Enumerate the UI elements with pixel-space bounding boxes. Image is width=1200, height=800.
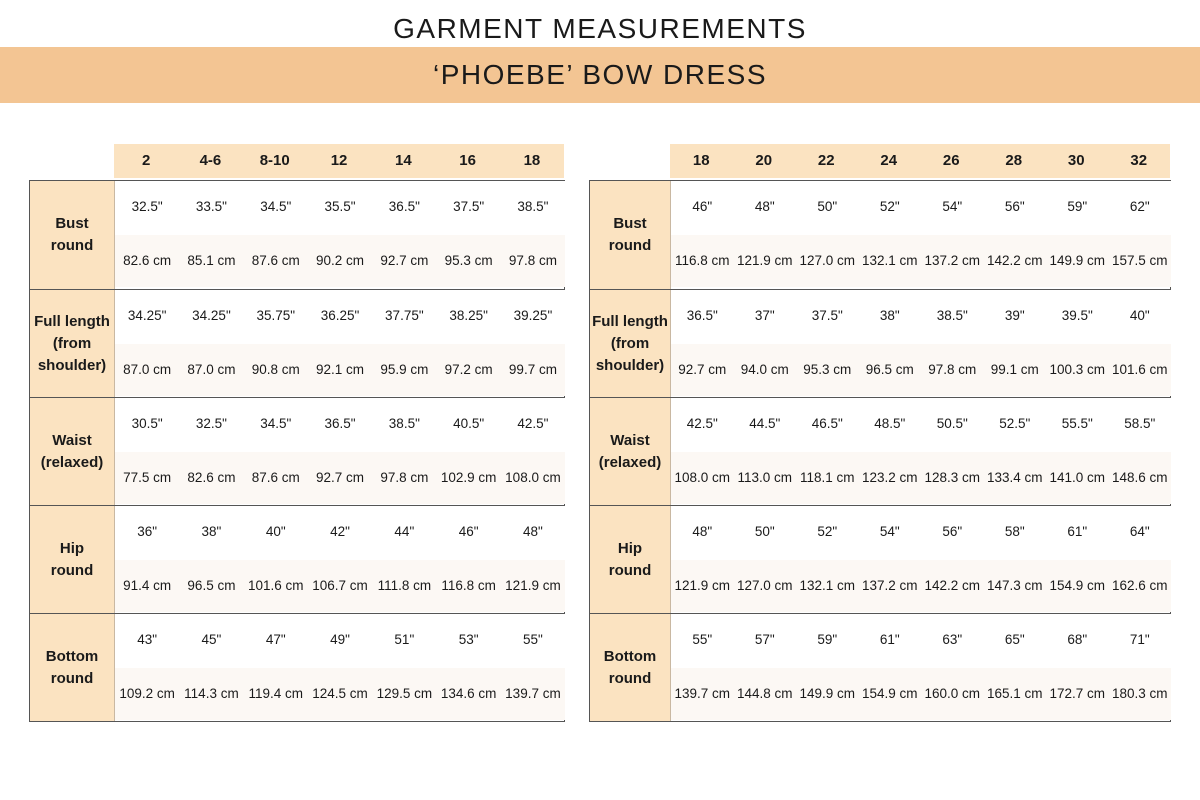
inch-value: 40.5" xyxy=(453,416,485,431)
inch-value: 36.25" xyxy=(320,308,360,323)
cm-value: 141.0 cm xyxy=(1049,470,1106,485)
product-name-banner xyxy=(0,47,1200,103)
cm-value: 102.9 cm xyxy=(440,470,497,485)
measurement-label: Bottom round xyxy=(30,614,115,721)
cm-value: 95.3 cm xyxy=(803,362,852,377)
table-body xyxy=(589,180,1171,722)
inch-value: 48.5" xyxy=(874,416,906,431)
inch-value: 68" xyxy=(1067,632,1088,647)
measurement-group xyxy=(590,289,1170,397)
measurement-group xyxy=(30,289,564,397)
inch-value: 35.75" xyxy=(256,308,296,323)
measurement-label: Hip round xyxy=(590,506,671,613)
cm-value: 160.0 cm xyxy=(924,686,981,701)
inches-row xyxy=(671,398,1171,452)
size-header-row xyxy=(114,144,564,178)
inch-value: 40" xyxy=(265,524,286,539)
inch-value: 62" xyxy=(1129,199,1150,214)
inches-row xyxy=(115,398,565,452)
inch-value: 30.5" xyxy=(131,416,163,431)
measurement-label: Full length (from shoulder) xyxy=(30,290,115,397)
cm-value: 87.0 cm xyxy=(187,362,236,377)
inch-value: 38.5" xyxy=(936,308,968,323)
cm-value: 162.6 cm xyxy=(1111,578,1168,593)
cm-value: 101.6 cm xyxy=(1111,362,1168,377)
cm-value: 139.7 cm xyxy=(674,686,731,701)
cm-row xyxy=(671,560,1171,612)
cm-value: 85.1 cm xyxy=(187,253,236,268)
cm-row xyxy=(671,668,1171,720)
size-header: 28 xyxy=(1005,152,1023,169)
cm-value: 137.2 cm xyxy=(861,578,918,593)
inch-value: 34.25" xyxy=(192,308,231,323)
cm-value: 87.6 cm xyxy=(251,470,300,485)
inch-value: 56" xyxy=(1004,199,1025,214)
inch-value: 36.5" xyxy=(324,416,356,431)
inch-value: 42" xyxy=(330,524,350,539)
inch-value: 55" xyxy=(523,632,543,647)
inches-row xyxy=(115,290,565,344)
cm-value: 133.4 cm xyxy=(986,470,1043,485)
inch-value: 55" xyxy=(692,632,713,647)
inch-value: 38" xyxy=(201,524,222,539)
inch-value: 37.5" xyxy=(811,308,843,323)
cm-value: 109.2 cm xyxy=(119,686,175,701)
measurement-label: Bust round xyxy=(30,181,115,289)
cm-value: 154.9 cm xyxy=(1049,578,1106,593)
measurement-label: Waist (relaxed) xyxy=(30,398,115,505)
cm-value: 116.8 cm xyxy=(674,253,730,268)
cm-value: 97.8 cm xyxy=(380,470,429,485)
inch-value: 40" xyxy=(1129,308,1150,323)
size-header: 32 xyxy=(1130,152,1148,169)
cm-value: 90.2 cm xyxy=(316,253,365,268)
cm-value: 149.9 cm xyxy=(1049,253,1106,268)
cm-value: 132.1 cm xyxy=(799,578,856,593)
inch-value: 38.25" xyxy=(449,308,488,323)
cm-value: 157.5 cm xyxy=(1111,253,1168,268)
inch-value: 38" xyxy=(879,308,900,323)
inch-value: 45" xyxy=(201,632,222,647)
inch-value: 39.5" xyxy=(1061,308,1093,323)
cm-value: 165.1 cm xyxy=(986,686,1043,701)
measurement-label: Bust round xyxy=(590,181,671,289)
inches-row xyxy=(115,181,565,235)
inch-value: 54" xyxy=(942,199,963,214)
inch-value: 48" xyxy=(692,524,713,539)
cm-value: 100.3 cm xyxy=(1049,362,1106,377)
inch-value: 53" xyxy=(458,632,479,647)
size-header: 8-10 xyxy=(259,152,290,169)
cm-value: 111.8 cm xyxy=(377,578,432,593)
product-name: ‘PHOEBE’ BOW DRESS xyxy=(432,59,767,90)
cm-row xyxy=(115,235,565,287)
inch-value: 64" xyxy=(1129,524,1150,539)
cm-value: 137.2 cm xyxy=(924,253,981,268)
cm-value: 116.8 cm xyxy=(441,578,496,593)
inch-value: 36.5" xyxy=(686,308,718,323)
cm-value: 123.2 cm xyxy=(861,470,918,485)
inch-value: 59" xyxy=(1067,199,1088,214)
measurement-label: Waist (relaxed) xyxy=(590,398,671,505)
inches-row xyxy=(115,614,565,668)
inch-value: 32.5" xyxy=(131,199,163,214)
cm-value: 113.0 cm xyxy=(737,470,793,485)
inch-value: 50" xyxy=(754,524,775,539)
inch-value: 46" xyxy=(458,524,479,539)
cm-value: 154.9 cm xyxy=(861,686,918,701)
measurement-label: Bottom round xyxy=(590,614,671,721)
inch-value: 44.5" xyxy=(749,416,781,431)
cm-row xyxy=(671,452,1171,504)
cm-value: 96.5 cm xyxy=(187,578,236,593)
inch-value: 63" xyxy=(942,632,963,647)
cm-value: 127.0 cm xyxy=(736,578,793,593)
inch-value: 43" xyxy=(137,632,158,647)
cm-value: 139.7 cm xyxy=(505,686,561,701)
measurement-group xyxy=(590,613,1170,721)
cm-value: 129.5 cm xyxy=(376,686,433,701)
cm-value: 119.4 cm xyxy=(248,686,303,701)
inch-value: 47" xyxy=(265,632,286,647)
size-header: 26 xyxy=(942,152,960,169)
size-header: 22 xyxy=(817,152,835,169)
cm-value: 148.6 cm xyxy=(1111,470,1168,485)
inch-value: 39.25" xyxy=(513,308,553,323)
inch-value: 44" xyxy=(394,524,415,539)
inch-value: 33.5" xyxy=(195,199,227,214)
inch-value: 49" xyxy=(330,632,350,647)
table-body xyxy=(29,180,565,722)
cm-value: 82.6 cm xyxy=(123,253,172,268)
inch-value: 55.5" xyxy=(1061,416,1093,431)
cm-value: 132.1 cm xyxy=(861,253,918,268)
size-header: 20 xyxy=(755,152,773,169)
inch-value: 46.5" xyxy=(811,416,843,431)
inch-value: 34.25" xyxy=(127,308,167,323)
inch-value: 36.5" xyxy=(388,199,420,214)
inch-value: 54" xyxy=(879,524,900,539)
measurement-label: Hip round xyxy=(30,506,115,613)
cm-value: 118.1 cm xyxy=(799,470,855,485)
cm-value: 99.1 cm xyxy=(990,362,1039,377)
cm-value: 91.4 cm xyxy=(123,578,172,593)
cm-row xyxy=(115,560,565,612)
cm-value: 147.3 cm xyxy=(986,578,1043,593)
measurement-group xyxy=(30,613,564,721)
inch-value: 52" xyxy=(879,199,900,214)
cm-row xyxy=(115,668,565,720)
cm-value: 95.3 cm xyxy=(444,253,493,268)
cm-value: 90.8 cm xyxy=(251,362,300,377)
inch-value: 37.75" xyxy=(385,308,424,323)
cm-value: 127.0 cm xyxy=(799,253,856,268)
size-header: 18 xyxy=(692,152,710,169)
cm-value: 172.7 cm xyxy=(1049,686,1106,701)
cm-value: 128.3 cm xyxy=(924,470,981,485)
cm-value: 121.9 cm xyxy=(674,578,731,593)
size-header: 18 xyxy=(523,152,541,169)
cm-value: 95.9 cm xyxy=(380,362,429,377)
measurement-group xyxy=(30,181,564,289)
size-header: 24 xyxy=(880,152,898,169)
inch-value: 61" xyxy=(1067,524,1088,539)
inch-value: 61" xyxy=(879,632,900,647)
inch-value: 50" xyxy=(817,199,838,214)
cm-value: 87.6 cm xyxy=(251,253,300,268)
inch-value: 38.5" xyxy=(388,416,420,431)
measurement-group xyxy=(590,397,1170,505)
inch-value: 46" xyxy=(692,199,713,214)
measurement-label: Full length (from shoulder) xyxy=(590,290,671,397)
cm-value: 77.5 cm xyxy=(123,470,172,485)
page-title: GARMENT MEASUREMENTS xyxy=(393,13,807,44)
inch-value: 57" xyxy=(754,632,775,647)
inches-row xyxy=(671,506,1171,560)
cm-value: 144.8 cm xyxy=(736,686,793,701)
inch-value: 36" xyxy=(137,524,158,539)
inches-row xyxy=(115,506,565,560)
inch-value: 51" xyxy=(394,632,415,647)
measurement-group xyxy=(30,397,564,505)
cm-value: 149.9 cm xyxy=(799,686,856,701)
cm-value: 114.3 cm xyxy=(184,686,239,701)
cm-value: 106.7 cm xyxy=(312,578,368,593)
cm-value: 121.9 cm xyxy=(736,253,793,268)
inches-row xyxy=(671,181,1171,235)
cm-value: 97.2 cm xyxy=(444,362,493,377)
cm-value: 108.0 cm xyxy=(505,470,561,485)
inch-value: 32.5" xyxy=(195,416,227,431)
inches-row xyxy=(671,290,1171,344)
inch-value: 50.5" xyxy=(936,416,968,431)
size-header: 12 xyxy=(330,152,348,169)
size-header: 14 xyxy=(394,152,412,169)
inch-value: 39" xyxy=(1004,308,1025,323)
size-header-row xyxy=(670,144,1170,178)
inch-value: 48" xyxy=(523,524,543,539)
inch-value: 58" xyxy=(1004,524,1025,539)
inch-value: 42.5" xyxy=(686,416,718,431)
inch-value: 52.5" xyxy=(999,416,1031,431)
cm-value: 94.0 cm xyxy=(740,362,789,377)
inch-value: 71" xyxy=(1129,632,1150,647)
size-header: 16 xyxy=(459,152,476,169)
cm-value: 92.7 cm xyxy=(678,362,727,377)
inch-value: 42.5" xyxy=(517,416,549,431)
cm-value: 108.0 cm xyxy=(674,470,731,485)
size-header: 4-6 xyxy=(199,152,222,169)
cm-value: 96.5 cm xyxy=(865,362,914,377)
cm-value: 87.0 cm xyxy=(123,362,172,377)
measurement-group xyxy=(590,505,1170,613)
cm-value: 92.7 cm xyxy=(316,470,365,485)
measurement-group xyxy=(590,181,1170,289)
inch-value: 52" xyxy=(817,524,838,539)
cm-value: 82.6 cm xyxy=(187,470,236,485)
size-header: 2 xyxy=(141,152,151,169)
size-header: 30 xyxy=(1067,152,1085,169)
inch-value: 37.5" xyxy=(453,199,485,214)
cm-value: 99.7 cm xyxy=(508,362,557,377)
inch-value: 38.5" xyxy=(517,199,549,214)
cm-value: 142.2 cm xyxy=(986,253,1043,268)
cm-value: 121.9 cm xyxy=(505,578,561,593)
cm-value: 92.1 cm xyxy=(316,362,365,377)
inch-value: 65" xyxy=(1004,632,1025,647)
inch-value: 35.5" xyxy=(324,199,356,214)
cm-value: 97.8 cm xyxy=(508,253,557,268)
inch-value: 34.5" xyxy=(260,199,292,214)
inch-value: 48" xyxy=(754,199,775,214)
cm-value: 142.2 cm xyxy=(924,578,981,593)
cm-row xyxy=(115,344,565,396)
cm-value: 92.7 cm xyxy=(380,253,429,268)
cm-value: 97.8 cm xyxy=(928,362,977,377)
cm-row xyxy=(671,235,1171,287)
inch-value: 34.5" xyxy=(260,416,292,431)
inches-row xyxy=(671,614,1171,668)
cm-value: 180.3 cm xyxy=(1111,686,1168,701)
cm-row xyxy=(115,452,565,504)
inch-value: 58.5" xyxy=(1124,416,1156,431)
inch-value: 59" xyxy=(817,632,838,647)
inch-value: 37" xyxy=(754,308,775,323)
cm-row xyxy=(671,344,1171,396)
cm-value: 134.6 cm xyxy=(440,686,497,701)
measurement-group xyxy=(30,505,564,613)
cm-value: 124.5 cm xyxy=(312,686,368,701)
inch-value: 56" xyxy=(942,524,963,539)
cm-value: 101.6 cm xyxy=(247,578,304,593)
